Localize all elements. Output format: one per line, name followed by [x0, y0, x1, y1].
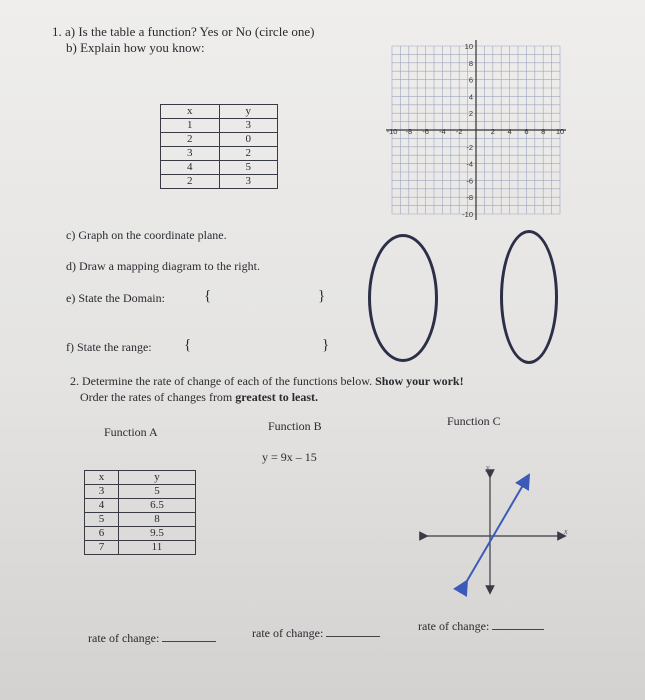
domain-open-brace: { [204, 288, 212, 304]
q1-part-a: 1. a) Is the table a function? Yes or No (circle one) [52, 24, 315, 39]
function-c-graph [418, 464, 568, 594]
table-cell: 5 [219, 161, 278, 175]
grid-x-tick-label: -2 [455, 127, 463, 136]
table-cell: 2 [161, 133, 220, 147]
rate-answer-c[interactable] [492, 629, 544, 630]
grid-x-tick-label: 8 [541, 127, 546, 136]
grid-y-tick-label: -2 [466, 142, 473, 152]
rate-of-change-a [88, 631, 216, 646]
q1-part-c: c) Graph on the coordinate plane. [66, 228, 227, 242]
grid-y-tick-label: -10 [462, 210, 473, 219]
rate-label-a: rate of change: [88, 631, 160, 645]
table-cell: 2 [219, 147, 278, 161]
rate-label-b: rate of change: [252, 626, 324, 640]
q1-part-b: b) Explain how you know: [66, 40, 205, 55]
rate-answer-b[interactable] [326, 636, 380, 637]
q2-line1-text: 2. Determine the rate of change of each of the functions below. [70, 374, 373, 388]
grid-x-tick-label: -10 [386, 127, 398, 136]
grid-y-tick-label: -6 [466, 176, 473, 186]
q2-instructions-line1 [70, 374, 464, 389]
table-cell: 4 [85, 499, 119, 513]
q1-part-d: d) Draw a mapping diagram to the right. [66, 259, 260, 273]
table-cell: 7 [85, 541, 119, 555]
table-cell: 6.5 [118, 499, 195, 513]
table-cell: 3 [219, 175, 278, 189]
function-a-header-y: y [118, 471, 195, 485]
q2-line2-bold: greatest to least. [235, 390, 319, 404]
table-cell: 11 [118, 541, 195, 555]
range-close-brace: } [322, 337, 330, 353]
grid-x-tick-label: -4 [439, 127, 446, 136]
mapping-oval-output[interactable] [500, 230, 558, 364]
function-a-header-x: x [85, 471, 119, 485]
function-c-axis-y-label: y [486, 463, 490, 472]
function-c-axis-x-label: x [564, 527, 568, 536]
table-cell: 6 [85, 527, 119, 541]
function-a-title: Function A [104, 425, 158, 439]
q1-part-f: f) State the range: [66, 340, 152, 354]
q2-instructions-line2 [80, 390, 318, 405]
grid-y-tick-label: 8 [468, 58, 473, 68]
table-cell: 3 [161, 147, 220, 161]
rate-of-change-b [252, 626, 380, 641]
table-cell: 5 [85, 513, 119, 527]
grid-x-tick-label: 10 [555, 127, 565, 136]
table-cell: 8 [118, 513, 195, 527]
grid-y-tick-label: -8 [466, 193, 473, 203]
function-c-title: Function C [447, 414, 501, 428]
function-c-line [464, 480, 526, 586]
q2-line1-bold: Show your work! [375, 374, 464, 388]
rate-of-change-c [418, 619, 544, 634]
grid-x-tick-label: 2 [490, 127, 495, 136]
q2-line2-text: Order the rates of changes from [80, 390, 233, 404]
q1-part-e: e) State the Domain: [66, 291, 165, 305]
table-cell: 5 [118, 485, 195, 499]
grid-x-tick-label: 4 [507, 127, 512, 136]
range-open-brace: { [184, 337, 192, 353]
grid-y-tick-label: 4 [468, 92, 473, 102]
grid-y-tick-label: 10 [464, 42, 473, 51]
function-b-equation: y = 9x – 15 [262, 450, 317, 464]
rate-label-c: rate of change: [418, 619, 490, 633]
coordinate-plane[interactable] [382, 40, 572, 220]
table-cell: 2 [161, 175, 220, 189]
q1-header-y: y [219, 105, 278, 119]
table-cell: 0 [219, 133, 278, 147]
q1-xy-table [160, 104, 278, 189]
rate-answer-a[interactable] [162, 641, 216, 642]
table-cell: 4 [161, 161, 220, 175]
table-cell: 9.5 [118, 527, 195, 541]
grid-x-tick-label: 6 [524, 127, 529, 136]
grid-y-tick-label: 2 [468, 109, 473, 119]
mapping-oval-input[interactable] [368, 234, 438, 362]
function-b-title: Function B [268, 419, 322, 433]
table-cell: 3 [219, 119, 278, 133]
table-cell: 3 [85, 485, 119, 499]
grid-y-tick-label: -4 [466, 159, 473, 169]
grid-y-tick-label: 6 [468, 75, 473, 85]
grid-x-tick-label: -8 [405, 127, 413, 136]
q1-header-x: x [161, 105, 220, 119]
domain-close-brace: } [318, 288, 326, 304]
function-a-table [84, 470, 196, 555]
grid-x-tick-label: -6 [422, 127, 429, 136]
table-cell: 1 [161, 119, 220, 133]
